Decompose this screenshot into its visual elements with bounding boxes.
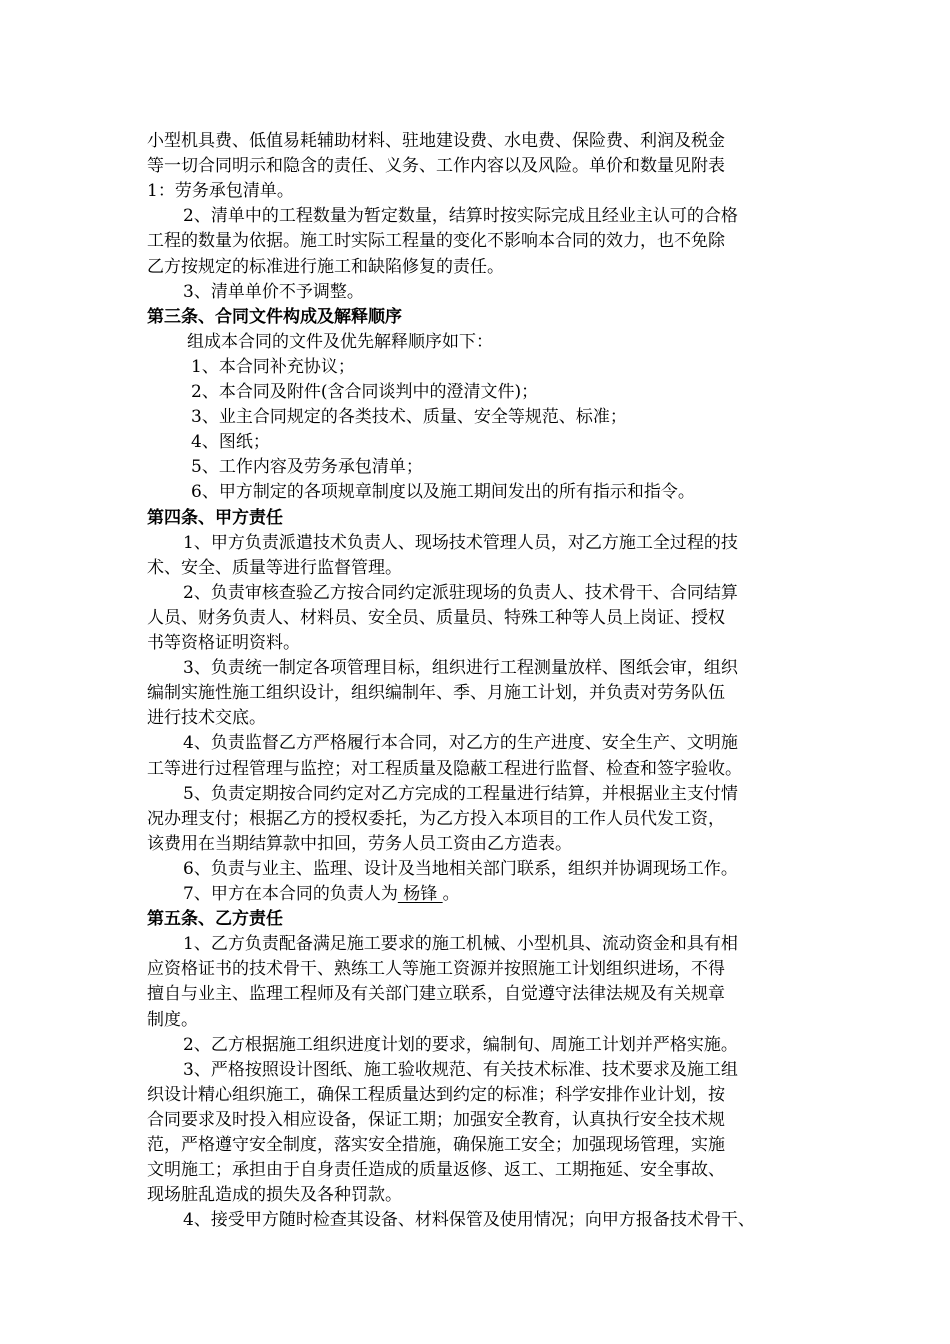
text-line	[191, 379, 538, 405]
text-line	[147, 254, 504, 280]
line-text: 3、业主合同规定的各类技术、质量、安全等规范、标准；	[191, 407, 627, 428]
line-text: 7、甲方在本合同的负责人为	[183, 884, 398, 904]
text-line	[183, 730, 738, 756]
text-line	[147, 705, 266, 731]
line-text: 4、接受甲方随时检查其设备、材料保管及使用情况；向甲方报备技术骨干、	[183, 1210, 755, 1231]
line-text: 书等资格证明资料。	[147, 633, 300, 653]
line-text: 现场脏乱造成的损失及各种罚款。	[147, 1185, 402, 1206]
line-text: 人员、财务负责人、材料员、安全员、质量员、特殊工种等人员上岗证、授权	[147, 607, 725, 628]
text-line	[147, 605, 725, 631]
text-line	[187, 329, 493, 355]
line-text: 2、本合同及附件(含合同谈判中的澄清文件)；	[191, 382, 539, 402]
line-text: 5、负责定期按合同约定对乙方完成的工程量进行结算，并根据业主支付情	[183, 783, 738, 804]
text-line	[191, 404, 627, 430]
text-line	[183, 203, 738, 229]
text-line	[191, 454, 423, 480]
text-line	[147, 1082, 725, 1108]
text-line	[147, 831, 572, 857]
line-text: 2、清单中的工程数量为暂定数量，结算时按实际完成且经业主认可的合格	[183, 206, 738, 227]
text-line	[183, 580, 738, 606]
text-line	[183, 1207, 755, 1233]
text-line	[147, 756, 742, 782]
line-text: 第五条、乙方责任	[147, 909, 283, 930]
line-text: 5、工作内容及劳务承包清单；	[191, 457, 423, 478]
text-line	[183, 856, 738, 882]
text-line	[183, 881, 460, 907]
line-text: 织设计精心组织施工，确保工程质量达到约定的标准；科学安排作业计划，按	[147, 1084, 725, 1105]
section-heading	[147, 505, 283, 531]
line-text: 制度。	[147, 1009, 198, 1030]
line-text: 4、图纸；	[191, 432, 270, 453]
text-line	[183, 655, 738, 681]
text-line	[147, 630, 300, 656]
line-text: 范，严格遵守安全制度，落实安全措施，确保施工安全；加强现场管理，实施	[147, 1135, 725, 1155]
line-text: 乙方按规定的标准进行施工和缺陷修复的责任。	[147, 256, 504, 277]
line-text: 6、甲方制定的各项规章制度以及施工期间发出的所有指示和指令。	[191, 482, 695, 503]
line-text: 6、负责与业主、监理、设计及当地相关部门联系，组织并协调现场工作。	[183, 858, 738, 879]
section-heading	[147, 304, 402, 330]
line-text: 进行技术交底。	[147, 708, 266, 729]
line-text: 合同要求及时投入相应设备，保证工期；加强安全教育，认真执行安全技术规	[147, 1109, 725, 1130]
line-text: 第三条、合同文件构成及解释顺序	[147, 306, 402, 327]
text-line	[147, 1132, 725, 1158]
text-line	[147, 128, 725, 154]
line-text: 况办理支付；根据乙方的授权委托，为乙方投入本项目的工作人员代发工资，	[147, 808, 725, 829]
text-line	[147, 1007, 198, 1033]
text-line	[183, 931, 738, 957]
text-line	[183, 279, 364, 305]
text-line	[147, 153, 725, 179]
line-text: 1：劳务承包清单。	[147, 181, 294, 202]
text-line	[147, 956, 725, 982]
section-heading	[147, 906, 283, 932]
text-line	[147, 806, 725, 832]
responsible-person-name: 杨锋	[397, 884, 443, 904]
line-text: 小型机具费、低值易耗辅助材料、驻地建设费、水电费、保险费、利润及税金	[147, 131, 725, 151]
line-text: 2、负责审核查验乙方按合同约定派驻现场的负责人、技术骨干、合同结算	[183, 582, 738, 603]
line-text: 术、安全、质量等进行监督管理。	[147, 557, 402, 578]
text-line	[183, 530, 738, 556]
line-text: 3、负责统一制定各项管理目标，组织进行工程测量放样、图纸会审，组织	[183, 658, 738, 679]
line-text-end: 。	[442, 884, 460, 904]
text-line	[147, 981, 725, 1007]
text-line	[191, 429, 270, 455]
line-text: 3、清单单价不予调整。	[183, 281, 364, 302]
text-line	[147, 228, 725, 254]
line-text: 4、负责监督乙方严格履行本合同，对乙方的生产进度、安全生产、文明施	[183, 733, 738, 754]
line-text: 该费用在当期结算款中扣回，劳务人员工资由乙方造表。	[147, 833, 572, 854]
text-line	[147, 1182, 402, 1208]
text-line	[183, 1057, 738, 1083]
text-line	[147, 1157, 725, 1183]
line-text: 工程的数量为依据。施工时实际工程量的变化不影响本合同的效力，也不免除	[147, 231, 725, 252]
line-text: 编制实施性施工组织设计，组织编制年、季、月施工计划，并负责对劳务队伍	[147, 683, 725, 704]
text-line	[183, 781, 738, 807]
line-text: 1、甲方负责派遣技术负责人、现场技术管理人员，对乙方施工全过程的技	[183, 532, 738, 553]
line-text: 应资格证书的技术骨干、熟练工人等施工资源并按照施工计划组织进场，不得	[147, 959, 725, 980]
text-line	[147, 178, 294, 204]
line-text: 1、乙方负责配备满足施工要求的施工机械、小型机具、流动资金和具有相	[183, 934, 738, 955]
line-text: 组成本合同的文件及优先解释顺序如下：	[187, 331, 493, 352]
text-line	[147, 680, 725, 706]
text-line	[147, 555, 402, 581]
line-text: 等一切合同明示和隐含的责任、义务、工作内容以及风险。单价和数量见附表	[147, 156, 725, 177]
text-line	[183, 1032, 738, 1058]
line-text: 3、严格按照设计图纸、施工验收规范、有关技术标准、技术要求及施工组	[183, 1059, 738, 1080]
line-text: 擅自与业主、监理工程师及有关部门建立联系，自觉遵守法律法规及有关规章	[147, 984, 725, 1005]
line-text: 文明施工；承担由于自身责任造成的质量返修、返工、工期拖延、安全事故、	[147, 1160, 725, 1181]
line-text: 第四条、甲方责任	[147, 507, 283, 528]
line-text: 2、乙方根据施工组织进度计划的要求，编制旬、周施工计划并严格实施。	[183, 1034, 738, 1055]
line-text: 工等进行过程管理与监控；对工程质量及隐蔽工程进行监督、检查和签字验收。	[147, 758, 742, 779]
text-line	[191, 479, 695, 505]
text-line	[147, 1107, 725, 1133]
line-text: 1、本合同补充协议；	[191, 356, 355, 377]
text-line	[191, 354, 355, 380]
